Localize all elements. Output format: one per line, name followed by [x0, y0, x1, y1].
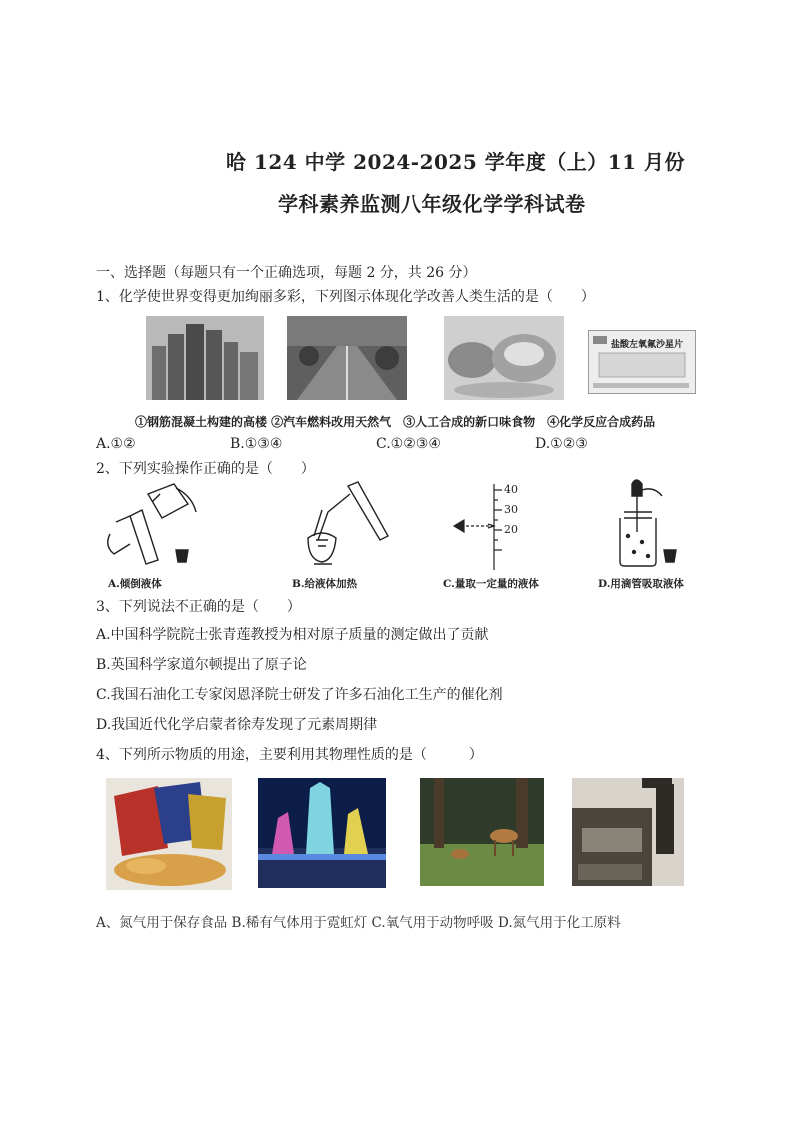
question-3-stem: 3、下列说法不正确的是（ ） [96, 599, 301, 615]
q1-option-d: D.①②③ [535, 436, 588, 452]
diagram-measuring-cylinder [448, 480, 538, 572]
cylinder-tick-30: 30 [504, 503, 518, 516]
q1-option-a: A.①② [96, 436, 136, 452]
photo-synthetic-food [444, 316, 564, 400]
exam-title-line2: 学科素养监测八年级化学学科试卷 [278, 192, 586, 216]
photo-deer-in-forest [420, 778, 544, 886]
question-1-stem: 1、化学使世界变得更加绚丽多彩，下列图示体现化学改善人类生活的是（ ） [96, 289, 595, 305]
q3-option-d: D.我国近代化学启蒙者徐寿发现了元素周期律 [96, 717, 378, 733]
q1-option-c: C.①②③④ [376, 436, 441, 452]
cylinder-tick-40: 40 [504, 483, 518, 496]
q2-caption-c: C.量取一定量的液体 [443, 578, 539, 590]
photo-traffic-road [287, 316, 407, 400]
photo-neon-ice-castle [258, 778, 386, 888]
q3-option-a: A.中国科学院院士张青莲教授为相对原子质量的测定做出了贡献 [96, 627, 489, 643]
q3-option-c: C.我国石油化工专家闵恩泽院士研发了许多石油化工生产的催化剂 [96, 687, 503, 703]
photo-medicine-box [588, 330, 696, 394]
q2-caption-b: B.给液体加热 [292, 578, 358, 590]
exam-title-line1: 哈 124 中学 2024-2025 学年度（上）11 月份 [226, 150, 686, 174]
q1-option-b: B.①③④ [230, 436, 283, 452]
question-2-stem: 2、下列实验操作正确的是（ ） [96, 461, 315, 477]
section-heading: 一、选择题（每题只有一个正确选项，每题 2 分，共 26 分） [96, 265, 477, 281]
q2-caption-d: D.用滴管吸取液体 [598, 578, 684, 590]
medicine-box-label: 盐酸左氧氟沙星片 [611, 340, 684, 350]
cylinder-tick-20: 20 [504, 523, 518, 536]
diagram-dropper [606, 476, 686, 572]
diagram-heating-liquid [288, 480, 398, 572]
photo-chemical-plant [572, 778, 684, 886]
q2-caption-a: A.倾倒液体 [108, 578, 162, 590]
q3-option-b: B.英国科学家道尔顿提出了原子论 [96, 657, 307, 673]
photo-packaged-snacks [106, 778, 232, 890]
diagram-pouring-liquid [96, 482, 206, 572]
question-4-stem: 4、下列所示物质的用途，主要利用其物理性质的是（ ） [96, 747, 483, 763]
photo-high-rise-buildings [146, 316, 264, 400]
q4-options: A、氮气用于保存食品 B.稀有气体用于霓虹灯 C.氧气用于动物呼吸 D.氮气用于化工原料 [96, 915, 621, 931]
question-1-image-captions: ①钢筋混凝土构建的高楼 ②汽车燃料改用天然气 ③人工合成的新口味食物 ④化学反应合成药品 [135, 415, 656, 429]
